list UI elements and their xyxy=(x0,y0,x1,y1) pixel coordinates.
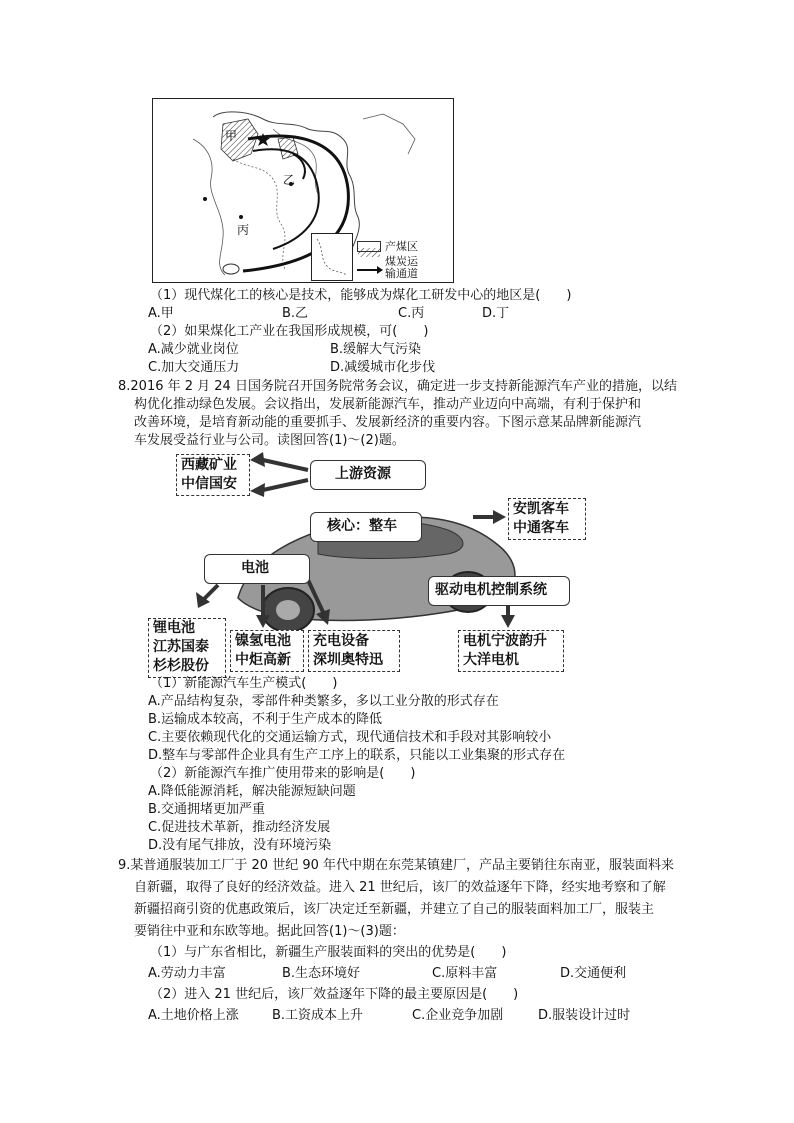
box-tibet: 西藏矿业 中信国安 xyxy=(176,454,250,496)
q7-sub2-opt-b: B.缓解大气污染 xyxy=(330,342,422,357)
q9-stem-line-3: 新疆招商引资的优惠政策后，该厂决定迁至新疆，并建立了自己的服装面料加工厂，服装主 xyxy=(134,902,655,917)
q9-sub2: （2）进入 21 世纪后，该厂效益逐年下降的最主要原因是( ) xyxy=(150,987,519,1002)
q9-sub1-opt-b: B.生态环境好 xyxy=(282,966,361,981)
q9-sub1-opt-d: D.交通便利 xyxy=(560,966,627,981)
legend-hatch-swatch xyxy=(357,241,381,252)
q9-sub2-opt-c: C.企业竞争加剧 xyxy=(412,1008,504,1023)
q7-sub1-opt-c: C.丙 xyxy=(398,306,425,321)
coal-route-map xyxy=(152,98,454,283)
q8-sub2-opt-c: C.促进技术革新，推动经济发展 xyxy=(148,820,331,835)
q7-sub2-opt-c: C.加大交通压力 xyxy=(148,360,240,375)
q9-stem-line-1: 9.某普通服装加工厂于 20 世纪 90 年代中期在东莞某镇建厂，产品主要销往东南亚，服装面料来 xyxy=(118,858,675,873)
box-lithium: 锂电池 江苏国泰 杉杉股份 xyxy=(148,618,226,678)
legend-coal-route: 煤炭运 xyxy=(385,255,418,268)
q9-sub2-opt-a: A.土地价格上涨 xyxy=(148,1008,239,1023)
q8-sub1: （1）新能源汽车生产模式( ) xyxy=(150,676,338,691)
q8-sub1-opt-d: D.整车与零部件企业具有生产工序上的联系，只能以工业集聚的形式存在 xyxy=(148,748,566,763)
legend-coal-area: 产煤区 xyxy=(385,240,418,253)
q9-sub1-opt-c: C.原料丰富 xyxy=(432,966,498,981)
legend-route2: 输通道 xyxy=(385,267,418,280)
q8-stem-line-1: 8.2016 年 2 月 24 日国务院召开国务院常务会议，确定进一步支持新能源汽车产业的措施，以结 xyxy=(118,379,677,394)
q8-sub1-opt-b: B.运输成本较高，不利于生产成本的降低 xyxy=(148,712,383,727)
q7-sub2: （2）如果煤化工产业在我国形成规模，可( ) xyxy=(150,324,429,339)
q8-sub2-opt-b: B.交通拥堵更加严重 xyxy=(148,802,266,817)
q8-sub1-opt-c: C.主要依赖现代化的交通运输方式，现代通信技术和手段对其影响较小 xyxy=(148,730,552,745)
map-inset xyxy=(311,233,353,281)
map-label-bing: 丙 xyxy=(237,223,250,237)
box-upstream: 上游资源 xyxy=(310,460,426,490)
q7-sub1-opt-a: A.甲 xyxy=(148,306,174,321)
q7-sub2-opt-a: A.减少就业岗位 xyxy=(148,342,239,357)
q9-sub2-opt-d: D.服装设计过时 xyxy=(538,1008,631,1023)
q7-sub1: （1）现代煤化工的核心是技术，能够成为煤化工研发中心的地区是( ) xyxy=(150,288,572,303)
box-battery: 电池 xyxy=(204,554,310,584)
q8-sub2-opt-d: D.没有尾气排放，没有环境污染 xyxy=(148,838,332,853)
q9-stem-line-4: 要销往中亚和东欧等地。据此回答(1)～(3)题： xyxy=(134,924,405,939)
box-core: 核心：整车 xyxy=(310,512,422,542)
q8-sub2-opt-a: A.降低能源消耗，解决能源短缺问题 xyxy=(148,784,356,799)
ev-industry-diagram xyxy=(153,450,588,678)
legend-arrow xyxy=(357,266,383,274)
q9-sub2-opt-b: B.工资成本上升 xyxy=(272,1008,364,1023)
box-bus: 安凯客车 中通客车 xyxy=(508,498,586,540)
map-label-yi: 乙 xyxy=(283,173,296,187)
q8-stem-line-2: 构优化推动绿色发展。会议指出，发展新能源汽车，推动产业迈向中高端，有利于保护和 xyxy=(134,397,642,412)
q8-stem-line-3: 改善环境，是培育新动能的重要抓手、发展新经济的重要内容。下图示意某品牌新能源汽 xyxy=(134,415,642,430)
q9-sub1: （1）与广东省相比，新疆生产服装面料的突出的优势是( ) xyxy=(150,945,507,960)
box-charging: 充电设备 深圳奥特迅 xyxy=(308,630,400,672)
q8-sub1-opt-a: A.产品结构复杂，零部件种类繁多，多以工业分散的形式存在 xyxy=(148,694,499,709)
q7-sub2-opt-d: D.减缓城市化步伐 xyxy=(330,360,436,375)
box-nickel: 镍氢电池 中炬高新 xyxy=(230,630,304,672)
map-label-jia: 甲 xyxy=(225,129,238,143)
q7-sub1-opt-b: B.乙 xyxy=(282,306,309,321)
q7-sub1-opt-d: D.丁 xyxy=(482,306,510,321)
q8-stem-line-4: 车发展受益行业与公司。读图回答(1)～(2)题。 xyxy=(134,433,405,448)
box-motor-companies: 电机宁波韵升 大洋电机 xyxy=(458,630,564,672)
box-motor-system: 驱动电机控制系统 xyxy=(428,576,570,606)
q8-sub2: （2）新能源汽车推广使用带来的影响是( ) xyxy=(150,766,416,781)
q9-sub1-opt-a: A.劳动力丰富 xyxy=(148,966,226,981)
q9-stem-line-2: 自新疆，取得了良好的经济效益。进入 21 世纪后，该厂的效益逐年下降，经实地考察和了解 xyxy=(134,880,666,895)
